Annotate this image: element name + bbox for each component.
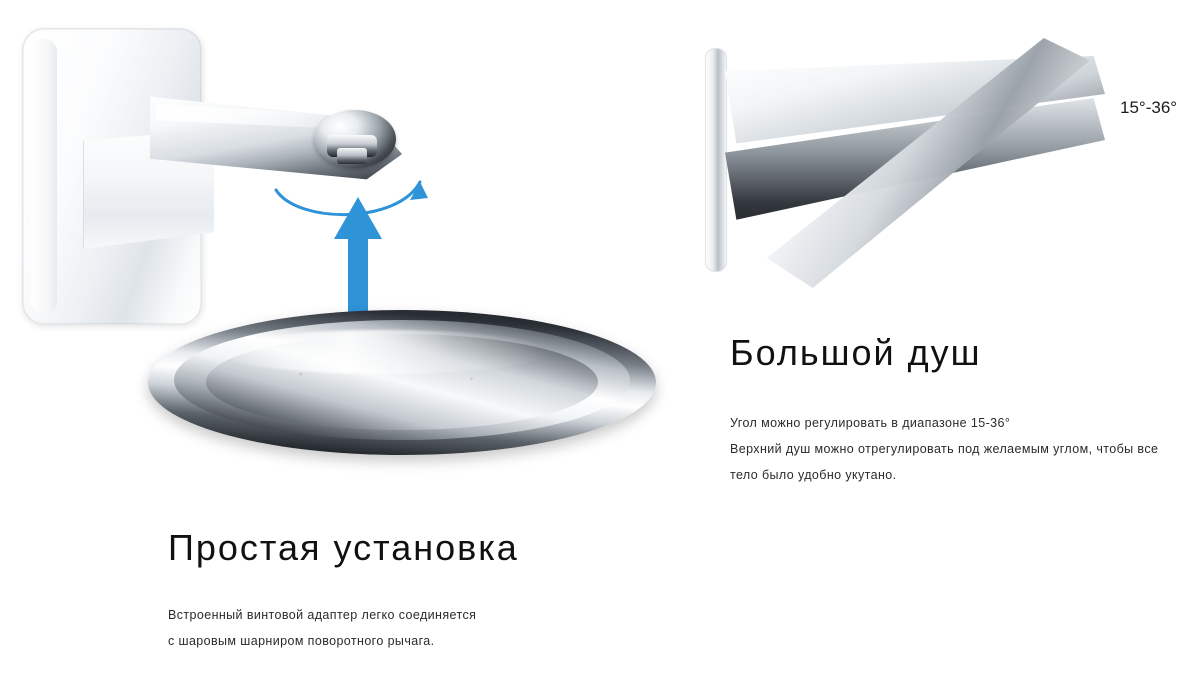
right-heading: Большой душ [730, 332, 982, 373]
wall-mount-bar [705, 48, 727, 272]
round-shower-head [148, 310, 656, 478]
right-body-text [730, 410, 1190, 488]
angle-range-label: 15°-36° [1120, 98, 1178, 117]
wall-mount-plate [22, 28, 202, 325]
left-body-line-2: с шаровым шарниром поворотного рычага. [168, 634, 435, 648]
left-body-line-1: Встроенный винтовой адаптер легко соединяется [168, 608, 477, 622]
shower-head-sheen [220, 330, 550, 374]
right-body-line-2: Верхний душ можно отрегулировать под желаемым углом, чтобы все [730, 442, 1159, 456]
up-arrow-icon [330, 195, 386, 325]
left-body-text [168, 602, 588, 654]
left-heading: Простая установка [168, 527, 519, 568]
right-body-line-3: тело было удобно укутано. [730, 468, 897, 482]
right-body-line-1: Угол можно регулировать в диапазоне 15-36° [730, 416, 1011, 430]
